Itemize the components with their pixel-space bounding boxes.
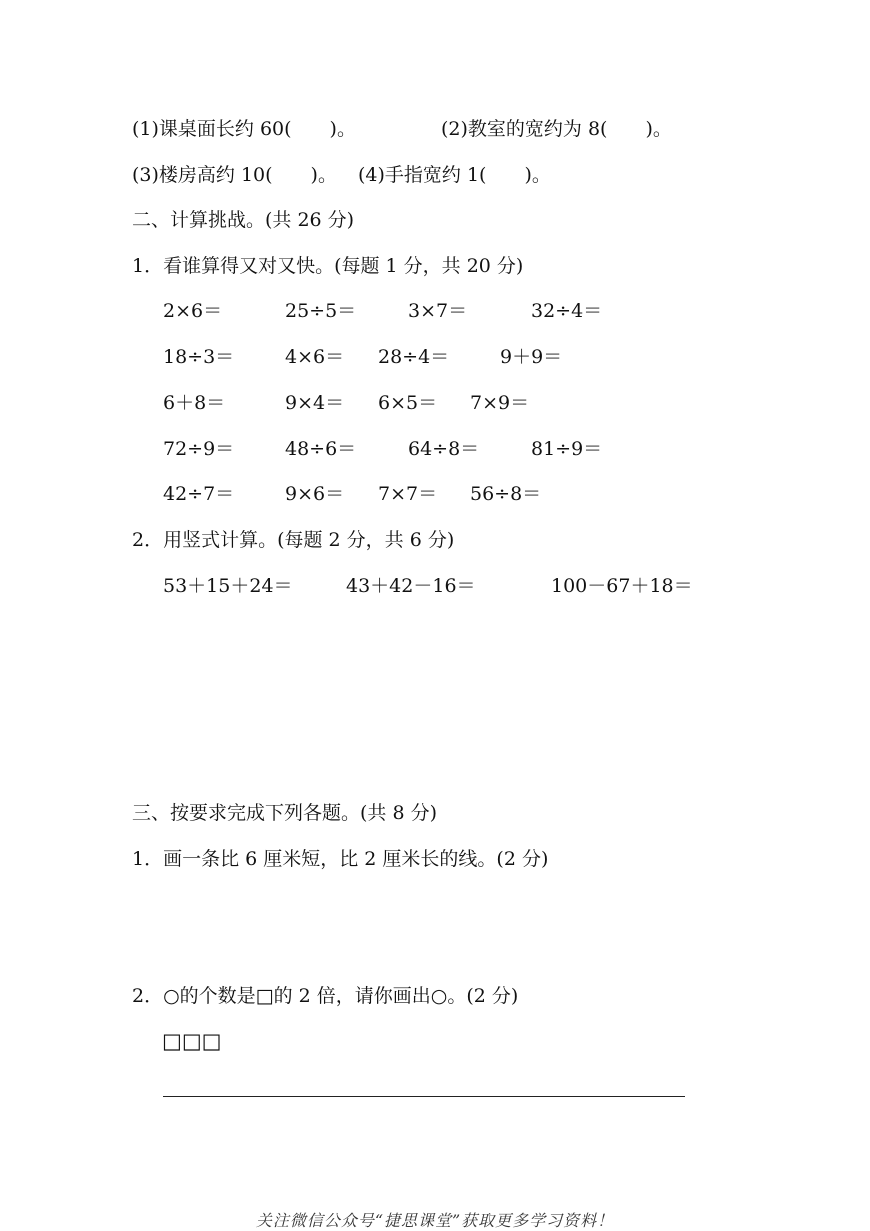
unit-question-1: (1)课桌面长约 60( )。 xyxy=(132,118,356,140)
section-3-q2: 2．○的个数是□的 2 倍，请你画出○。(2 分) xyxy=(132,985,519,1007)
calc-item: 72÷9＝ xyxy=(163,438,235,460)
unit-question-4: (4)手指宽约 1( )。 xyxy=(358,164,551,186)
calc-item: 3×7＝ xyxy=(408,300,468,322)
calc-item: 64÷8＝ xyxy=(408,438,480,460)
calc-item: 7×7＝ xyxy=(378,483,438,505)
unit-question-2: (2)教室的宽约为 8( )。 xyxy=(441,118,672,140)
calc-item: 28÷4＝ xyxy=(378,346,450,368)
section-3-title: 三、按要求完成下列各题。(共 8 分) xyxy=(132,802,437,824)
section-2-q1-title: 1．看谁算得又对又快。(每题 1 分，共 20 分) xyxy=(132,255,524,277)
calc-item: 6×5＝ xyxy=(378,392,438,414)
calc-item: 42÷7＝ xyxy=(163,483,235,505)
vertical-calc-item: 43＋42－16＝ xyxy=(346,575,476,597)
calc-item: 18÷3＝ xyxy=(163,346,235,368)
vertical-calc-item: 53＋15＋24＝ xyxy=(163,575,293,597)
section-2-title: 二、计算挑战。(共 26 分) xyxy=(132,209,355,231)
section-2-q2-title: 2．用竖式计算。(每题 2 分，共 6 分) xyxy=(132,529,455,551)
square-shapes: □□□ xyxy=(162,1029,222,1053)
section-3-q1: 1．画一条比 6 厘米短，比 2 厘米长的线。(2 分) xyxy=(132,848,549,870)
calc-item: 6＋8＝ xyxy=(163,392,226,414)
answer-line xyxy=(163,1096,685,1097)
calc-item: 7×9＝ xyxy=(470,392,530,414)
calc-item: 25÷5＝ xyxy=(285,300,357,322)
calc-item: 2×6＝ xyxy=(163,300,223,322)
calc-item: 9＋9＝ xyxy=(500,346,563,368)
footer-note: 关注微信公众号“捷思课堂”获取更多学习资料！ xyxy=(255,1211,615,1230)
calc-item: 48÷6＝ xyxy=(285,438,357,460)
calc-item: 9×6＝ xyxy=(285,483,345,505)
calc-item: 81÷9＝ xyxy=(531,438,603,460)
vertical-calc-item: 100－67＋18＝ xyxy=(551,575,693,597)
calc-item: 32÷4＝ xyxy=(531,300,603,322)
unit-question-3: (3)楼房高约 10( )。 xyxy=(132,164,337,186)
calc-item: 9×4＝ xyxy=(285,392,345,414)
calc-item: 4×6＝ xyxy=(285,346,345,368)
calc-item: 56÷8＝ xyxy=(470,483,542,505)
